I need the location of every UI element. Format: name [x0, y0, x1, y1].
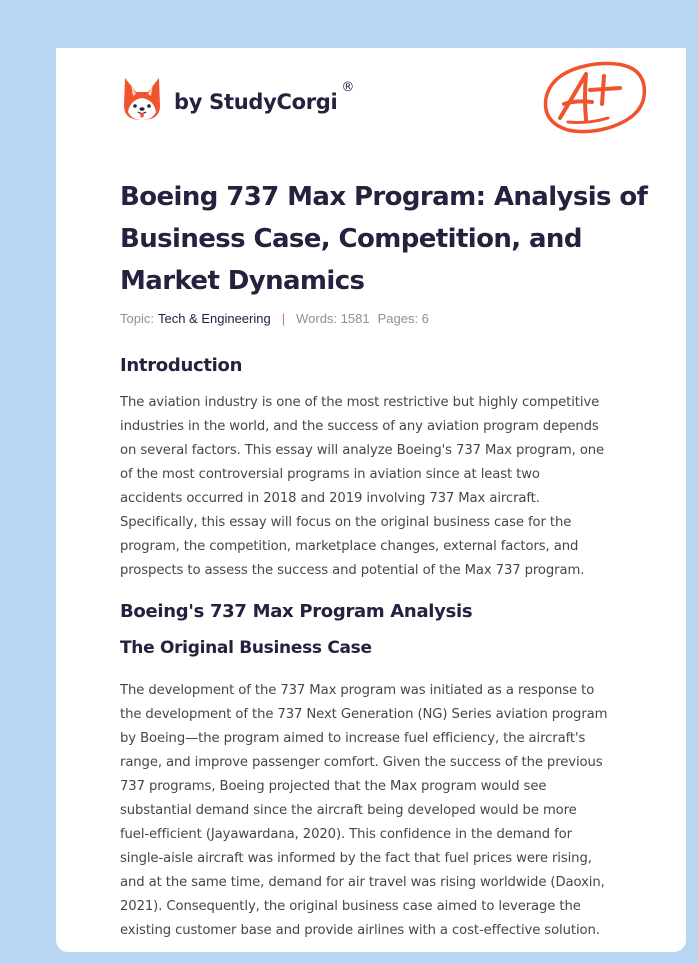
- studycorgi-logo[interactable]: [122, 76, 354, 122]
- paragraph-line: 737 programs, Boeing projected that the Max program would see: [120, 779, 547, 794]
- paragraph-line: prospects to assess the success and potential of the Max 737 program.: [120, 563, 585, 578]
- section-heading-introduction: Introduction: [120, 355, 243, 376]
- paragraph-line: and at the same time, demand for air travel was rising worldwide (Daoxin,: [120, 875, 605, 890]
- registered-mark: ®: [341, 79, 355, 95]
- paragraph-line: of the most controversial programs in aviation since at least two: [120, 467, 540, 482]
- a-plus-grade-icon: [538, 58, 650, 138]
- paragraph-line: by Boeing—the program aimed to increase fuel efficiency, the aircraft's: [120, 731, 586, 746]
- document-card: [56, 48, 686, 952]
- section-heading-analysis: Boeing's 737 Max Program Analysis: [120, 601, 473, 622]
- topic-link[interactable]: Tech & Engineering: [157, 311, 271, 326]
- introduction-paragraph: [120, 391, 640, 583]
- logo-text: by StudyCorgi: [174, 90, 338, 114]
- business-case-paragraph: [120, 679, 640, 943]
- paragraph-line: 2021). Consequently, the original business case aimed to leverage the: [120, 899, 581, 914]
- paragraph-line: the development of the 737 Next Generation (NG) Series aviation program: [120, 707, 608, 722]
- paragraph-line: Specifically, this essay will focus on the original business case for the: [120, 515, 572, 530]
- paragraph-line: substantial demand since the aircraft being developed would be more: [120, 803, 577, 818]
- meta-separator: |: [281, 311, 286, 326]
- word-count: Words: 1581: [296, 311, 370, 326]
- paragraph-line: industries in the world, and the success of any aviation program depends: [120, 419, 599, 434]
- paragraph-line: accidents occurred in 2018 and 2019 involving 737 Max aircraft.: [120, 491, 540, 506]
- page-title: Boeing 737 Max Program: Analysis of Business Case, Competition, and Market Dynamics: [120, 182, 648, 296]
- paragraph-line: program, the competition, marketplace changes, external factors, and: [120, 539, 579, 554]
- paragraph-line: fuel-efficient (Jayawardana, 2020). This confidence in the demand for: [120, 827, 572, 842]
- paragraph-line: existing customer base and provide airlines with a cost-effective solution.: [120, 923, 600, 938]
- paragraph-line: range, and improve passenger comfort. Given the success of the previous: [120, 755, 603, 770]
- page-count: Pages: 6: [377, 311, 429, 326]
- subsection-heading-business-case: The Original Business Case: [120, 638, 372, 658]
- paragraph-line: on several factors. This essay will analyze Boeing's 737 Max program, one: [120, 443, 605, 458]
- paragraph-line: The development of the 737 Max program was initiated as a response to: [120, 683, 595, 698]
- paragraph-line: The aviation industry is one of the most restrictive but highly competitive: [120, 395, 600, 410]
- document-meta: [120, 311, 429, 326]
- topic-label: Topic:: [120, 311, 154, 326]
- corgi-icon: [122, 76, 162, 122]
- paragraph-line: single-aisle aircraft was informed by the fact that fuel prices were rising,: [120, 851, 592, 866]
